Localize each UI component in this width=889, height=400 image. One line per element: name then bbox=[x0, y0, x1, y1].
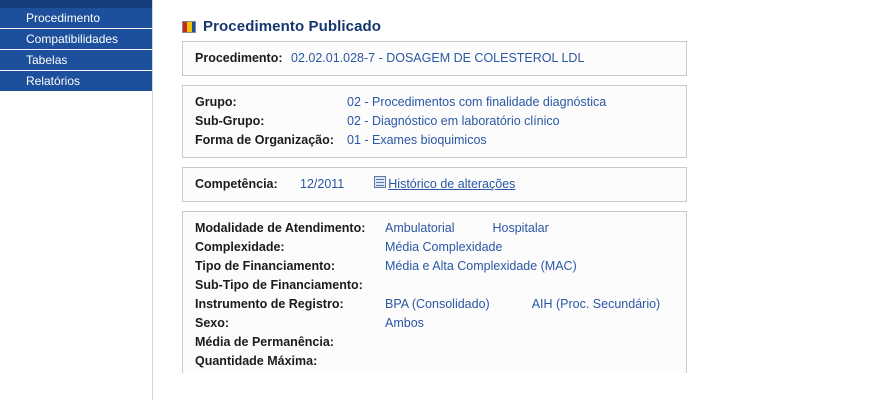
sidebar bbox=[0, 8, 152, 91]
procedimento-value: 02.02.01.028-7 - DOSAGEM DE COLESTEROL LDL bbox=[291, 51, 585, 65]
quantidade-maxima-row bbox=[195, 352, 676, 371]
sidebar-item-label: Compatibilidades bbox=[26, 32, 119, 46]
grupo-panel bbox=[182, 85, 687, 158]
main-content bbox=[160, 8, 889, 400]
sidebar-item-label: Relatórios bbox=[26, 74, 81, 88]
quantidade-maxima-label: Quantidade Máxima: bbox=[195, 354, 318, 368]
tipo-financiamento-row bbox=[195, 257, 676, 276]
tipo-financiamento-value: Média e Alta Complexidade (MAC) bbox=[385, 259, 577, 273]
complexidade-label: Complexidade: bbox=[195, 240, 285, 254]
media-permanencia-label: Média de Permanência: bbox=[195, 335, 334, 349]
forma-organizacao-value: 01 - Exames bioquimicos bbox=[347, 133, 487, 147]
instrumento-registro-row bbox=[195, 295, 676, 314]
tipo-financiamento-label: Tipo de Financiamento: bbox=[195, 259, 336, 273]
page-title: Procedimento Publicado bbox=[203, 18, 382, 35]
forma-organizacao-row bbox=[195, 131, 676, 150]
sexo-value: Ambos bbox=[385, 316, 424, 330]
sub-tipo-financiamento-row bbox=[195, 276, 676, 295]
sidebar-content-divider bbox=[152, 0, 153, 400]
modalidade-atendimento-value-2: Hospitalar bbox=[492, 221, 549, 235]
sidebar-item-relatorios[interactable] bbox=[0, 71, 152, 91]
sexo-label: Sexo: bbox=[195, 316, 230, 330]
sidebar-item-tabelas[interactable] bbox=[0, 50, 152, 71]
instrumento-registro-value-2: AIH (Proc. Secundário) bbox=[531, 297, 661, 311]
competencia-value: 12/2011 bbox=[300, 177, 345, 191]
modalidade-atendimento-value: Ambulatorial bbox=[385, 221, 455, 235]
sub-grupo-row bbox=[195, 112, 676, 131]
top-strip bbox=[0, 0, 889, 8]
competencia-label: Competência: bbox=[195, 177, 278, 191]
modalidade-atendimento-row bbox=[195, 219, 676, 238]
sidebar-item-compatibilidades[interactable] bbox=[0, 29, 152, 50]
instrumento-registro-value: BPA (Consolidado) bbox=[385, 297, 490, 311]
instrumento-registro-label: Instrumento de Registro: bbox=[195, 297, 344, 311]
grupo-value: 02 - Procedimentos com finalidade diagnóstica bbox=[347, 95, 607, 109]
page-title-row bbox=[160, 8, 889, 41]
detalhes-panel bbox=[182, 211, 687, 373]
competencia-row bbox=[195, 175, 676, 194]
sidebar-background bbox=[0, 98, 153, 400]
sub-grupo-value: 02 - Diagnóstico em laboratório clínico bbox=[347, 114, 560, 128]
sidebar-item-label: Procedimento bbox=[26, 11, 101, 25]
complexidade-row bbox=[195, 238, 676, 257]
top-nav-bar bbox=[0, 0, 152, 8]
sidebar-item-procedimento[interactable] bbox=[0, 8, 152, 29]
forma-organizacao-label: Forma de Organização: bbox=[195, 133, 334, 147]
historico-alteracoes-link[interactable]: Histórico de alterações bbox=[388, 177, 516, 191]
media-permanencia-row bbox=[195, 333, 676, 352]
brazil-flag-icon bbox=[182, 21, 196, 33]
procedimento-label: Procedimento: bbox=[195, 51, 283, 65]
procedimento-row bbox=[195, 49, 676, 68]
competencia-panel bbox=[182, 167, 687, 202]
history-list-icon[interactable] bbox=[374, 176, 386, 188]
procedimento-panel bbox=[182, 41, 687, 76]
grupo-row bbox=[195, 93, 676, 112]
sidebar-item-label: Tabelas bbox=[26, 53, 68, 67]
sub-grupo-label: Sub-Grupo: bbox=[195, 114, 265, 128]
complexidade-value: Média Complexidade bbox=[385, 240, 503, 254]
sexo-row bbox=[195, 314, 676, 333]
grupo-label: Grupo: bbox=[195, 95, 237, 109]
sub-tipo-financiamento-label: Sub-Tipo de Financiamento: bbox=[195, 278, 363, 292]
modalidade-atendimento-label: Modalidade de Atendimento: bbox=[195, 221, 366, 235]
